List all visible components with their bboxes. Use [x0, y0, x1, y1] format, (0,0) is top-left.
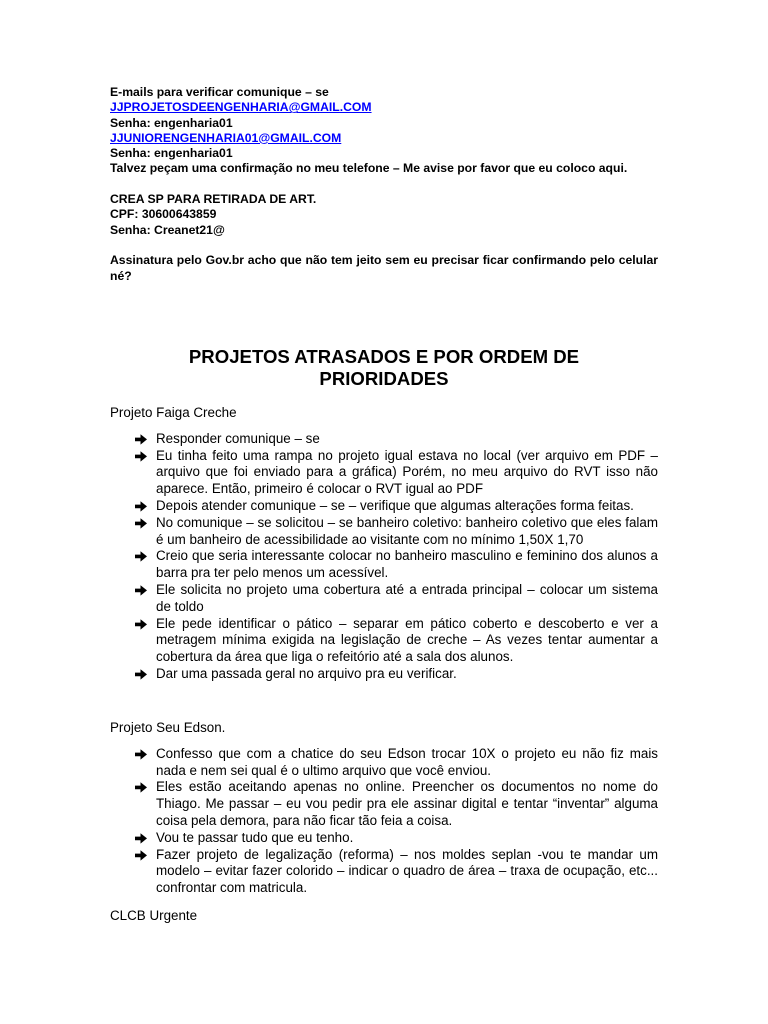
email-link-1[interactable]: JJPROJETOSDEENGENHARIA@GMAIL.COM [110, 100, 372, 115]
list-item: Depois atender comunique – se – verifique que algumas alterações forma feitas. [156, 498, 658, 515]
project-list-faiga [110, 431, 658, 683]
list-item: Creio que seria interessante colocar no banheiro masculino e feminino dos alunos a barra pra ter pelo menos um acessível. [156, 548, 658, 582]
project-list-edson [110, 746, 658, 897]
list-item: Fazer projeto de legalização (reforma) – nos moldes seplan -vou te mandar um modelo – evitar fazer colorido – indicar o quadro de área – traxa de ocupação, etc... confrontar com matricula. [156, 847, 658, 897]
arrow-bullet-icon [134, 448, 148, 465]
list-item: Ele pede identificar o pático – separar em pático coberto e descoberto e ver a metragem mínima exigida na legislação de creche – As vezes tentar aumentar a cobertura da área que liga o refeitório até a sala dos alunos. [156, 616, 658, 666]
section-heading [110, 346, 658, 390]
arrow-bullet-icon [134, 431, 148, 448]
emails-intro: E-mails para verificar comunique – se [110, 85, 329, 99]
arrow-bullet-icon [134, 779, 148, 796]
list-item: Ele solicita no projeto uma cobertura até a entrada principal – colocar um sistema de toldo [156, 582, 658, 616]
arrow-bullet-icon [134, 548, 148, 565]
password-3: Senha: Creanet21@ [110, 222, 225, 237]
list-item: Confesso que com a chatice do seu Edson trocar 10X o projeto eu não fiz mais nada e nem sei qual é o ultimo arquivo que você enviou. [156, 746, 658, 780]
password-2: Senha: engenharia01 [110, 146, 233, 161]
arrow-bullet-icon [134, 498, 148, 515]
crea-title: CREA SP PARA RETIRADA DE ART. [110, 192, 317, 207]
project-title-clcb: CLCB Urgente [110, 907, 198, 923]
arrow-bullet-icon [134, 515, 148, 532]
project-title-faiga: Projeto Faiga Creche [110, 404, 237, 420]
list-item: Eles estão aceitando apenas no online. Preencher os documentos no nome do Thiago. Me passar – eu vou pedir pra ele assinar digital e tentar “inventar” alguma coisa pela demora, para não ficar tão feia a coisa. [156, 779, 658, 829]
password-1: Senha: engenharia01 [110, 115, 233, 130]
list-item: Vou te passar tudo que eu tenho. [156, 830, 658, 847]
arrow-bullet-icon [134, 666, 148, 683]
arrow-bullet-icon [134, 847, 148, 864]
signature-note: Assinatura pelo Gov.br acho que não tem jeito sem eu precisar ficar confirmando pelo celular né? [110, 253, 658, 283]
list-item: Responder comunique – se [156, 431, 658, 448]
arrow-bullet-icon [134, 616, 148, 633]
heading-line-2: PRIORIDADES [319, 367, 449, 389]
arrow-bullet-icon [134, 830, 148, 847]
project-title-edson: Projeto Seu Edson. [110, 719, 226, 735]
heading-line-1: PROJETOS ATRASADOS E POR ORDEM DE [188, 345, 580, 367]
spacer [110, 177, 658, 192]
arrow-bullet-icon [134, 582, 148, 599]
list-item: Eu tinha feito uma rampa no projeto igual estava no local (ver arquivo em PDF – arquivo que foi enviado para a gráfica) Porém, no meu arquivo do RVT isso não aparece. Então, primeiro é colocar o RVT igual ao PDF [156, 448, 658, 498]
list-item: No comunique – se solicitou – se banheiro coletivo: banheiro coletivo que eles falam é um banheiro de acessibilidade ao visitante com no mínimo 1,50X 1,70 [156, 515, 658, 549]
document-page [110, 85, 658, 924]
list-item: Dar uma passada geral no arquivo pra eu verificar. [156, 666, 658, 683]
email-link-2[interactable]: JJUNIORENGENHARIA01@GMAIL.COM [110, 130, 342, 145]
confirmation-note: Talvez peçam uma confirmação no meu telefone – Me avise por favor que eu coloco aqui. [110, 161, 628, 176]
cpf-line: CPF: 30600643859 [110, 207, 217, 222]
spacer [110, 238, 658, 253]
arrow-bullet-icon [134, 746, 148, 763]
